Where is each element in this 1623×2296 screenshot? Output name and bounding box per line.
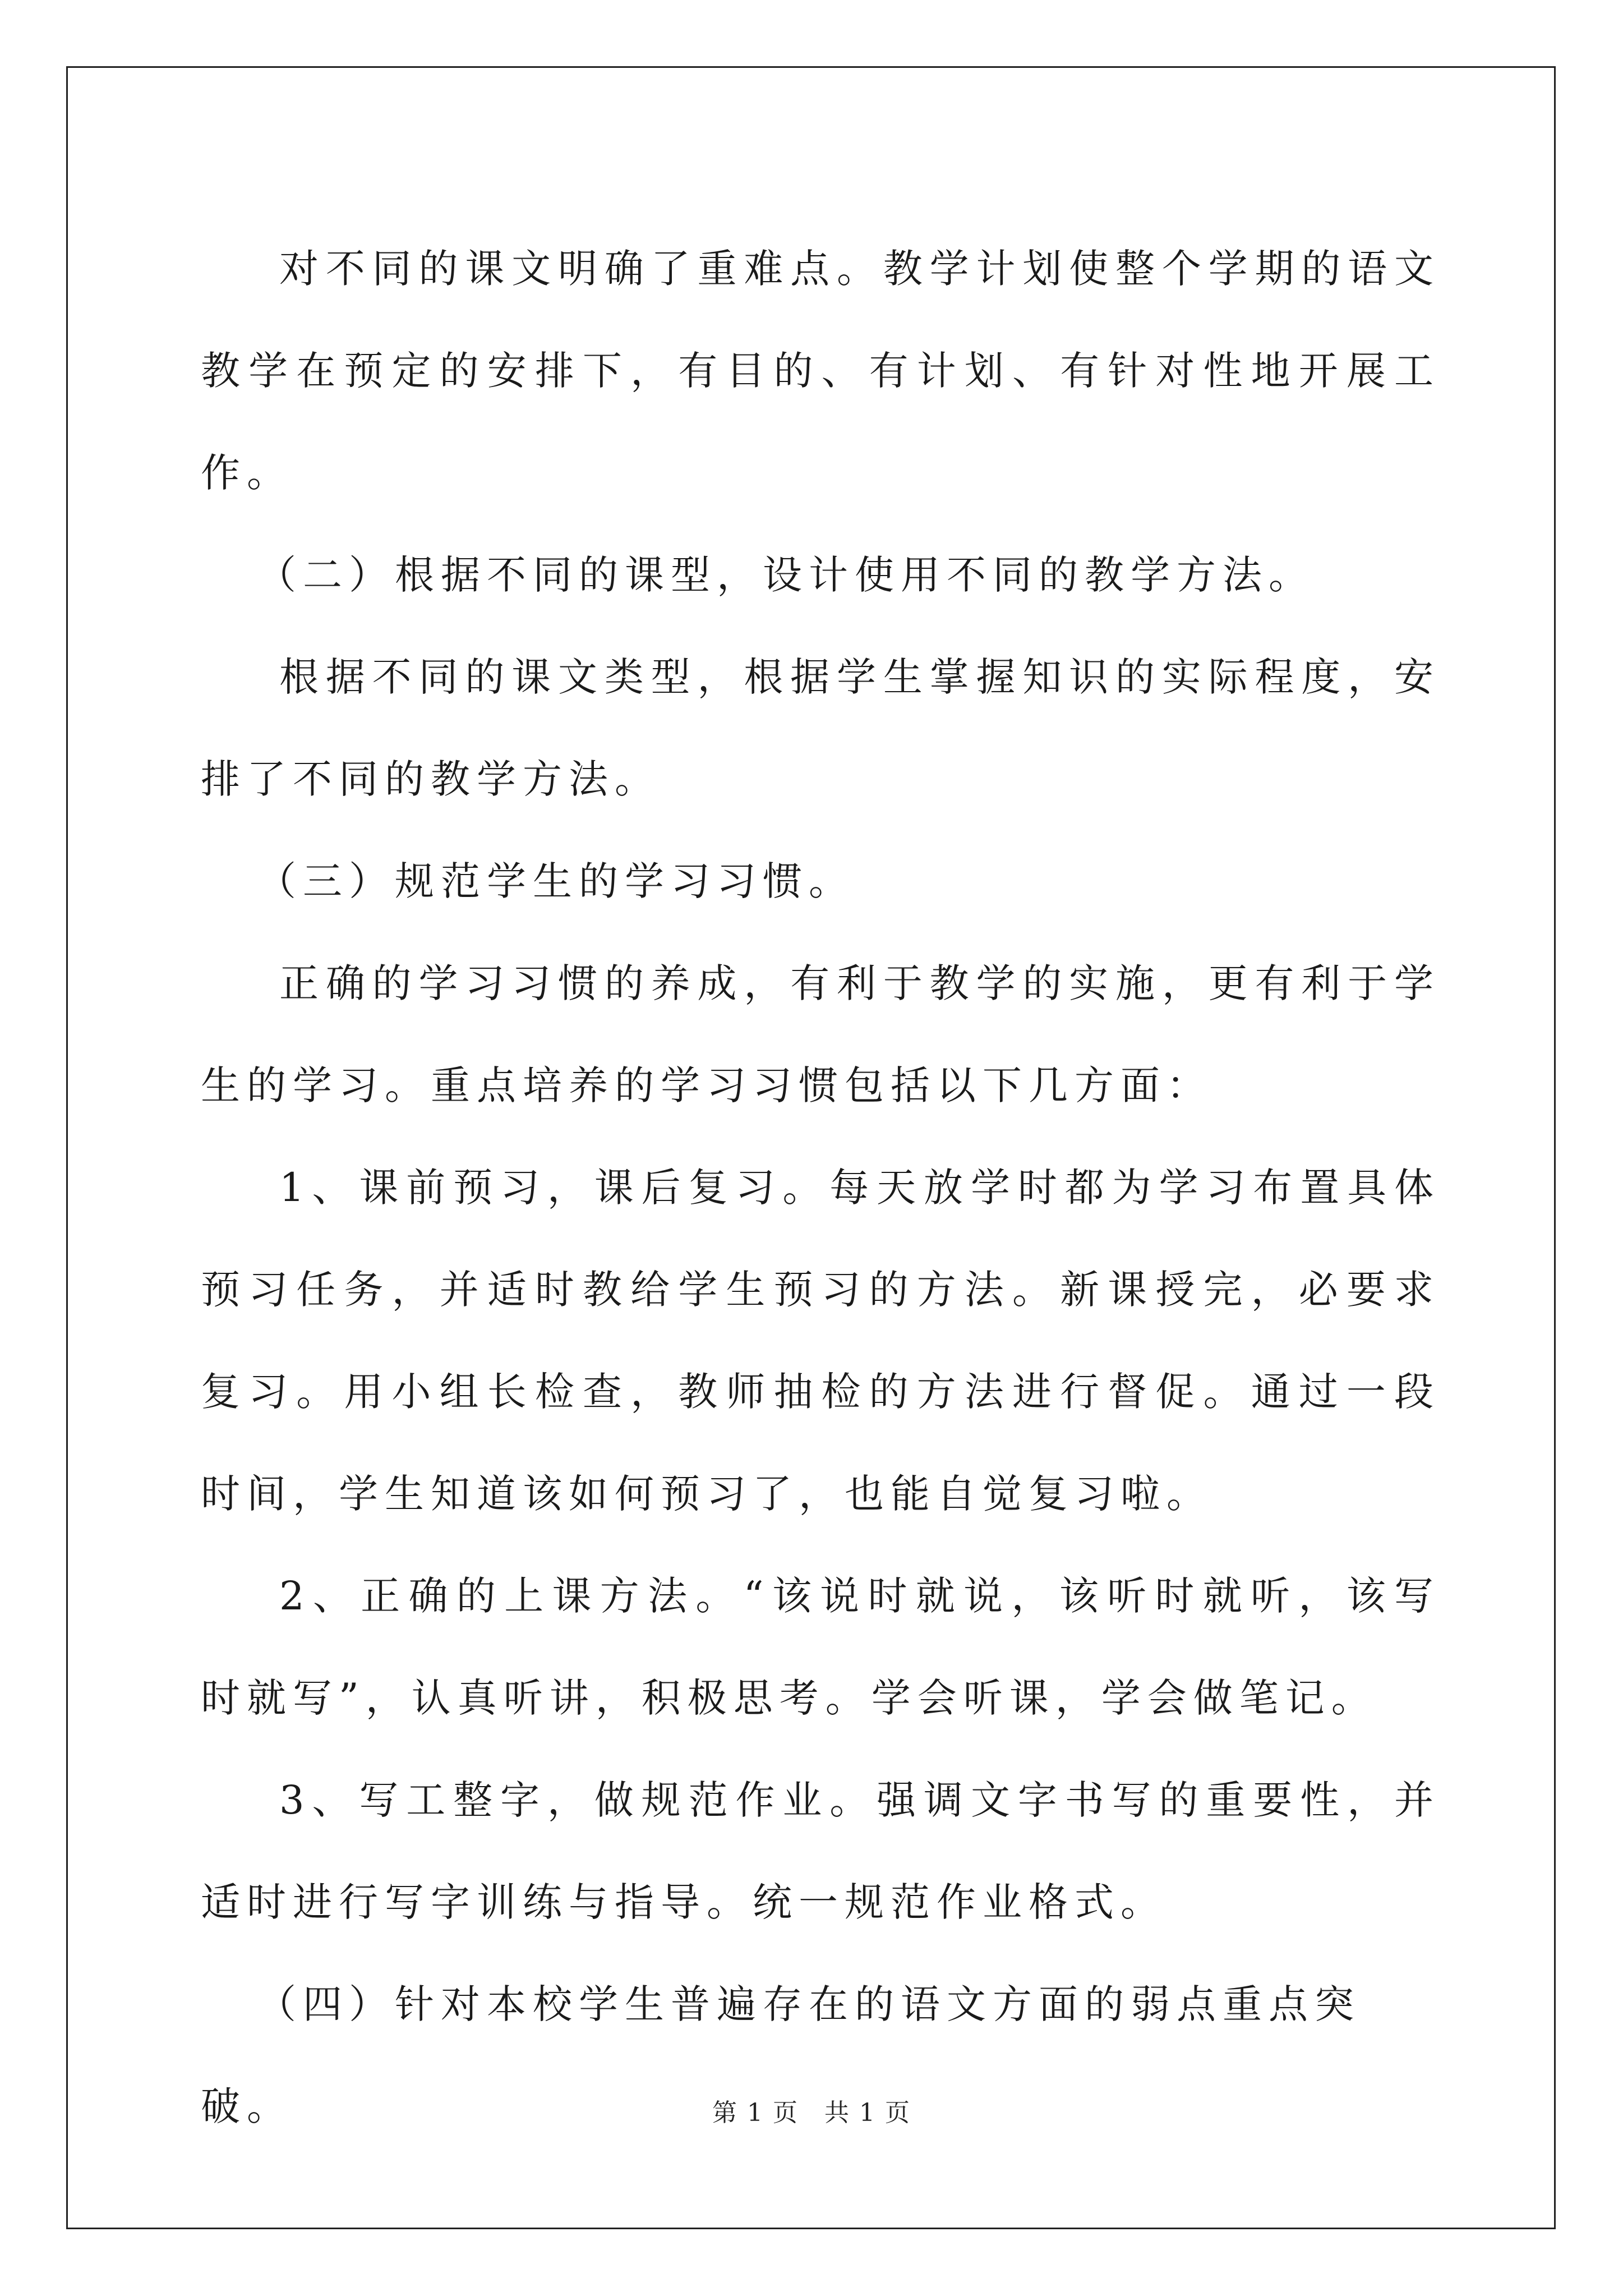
section-heading-3: （三）规范学生的学习习惯。 [257, 858, 855, 904]
section-heading-2: （二）根据不同的课型，设计使用不同的教学方法。 [257, 552, 1315, 598]
list-item-3: 3、写工整字，做规范作业。强调文字书写的重要性，并适时进行写字训练与指导。统一规范作业格式。 [201, 1777, 1440, 1925]
document-body [201, 218, 1440, 2157]
paragraph-2: 根据不同的课文类型，根据学生掌握知识的实际程度，安排了不同的教学方法。 [201, 654, 1440, 802]
page-number: 第 1 页 共 1 页 [712, 2099, 911, 2127]
list-item-1: 1、课前预习，课后复习。每天放学时都为学习布置具体预习任务，并适时教给学生预习的方法。新课授完，必要求复习。用小组长检查，教师抽检的方法进行督促。通过一段时间，学生知道该如何预习了，也能自觉复习啦。 [201, 1165, 1440, 1517]
section-heading-4: （四）针对本校学生普遍存在的语文方面的弱点重点突破。 [201, 1981, 1361, 2129]
list-item-2: 2、正确的上课方法。“该说时就说，该听时就听，该写时就写”，认真听讲，积极思考。学会听课，学会做笔记。 [201, 1573, 1440, 1721]
paragraph-3: 正确的学习习惯的养成，有利于教学的实施，更有利于学生的学习。重点培养的学习习惯包括以下几方面： [201, 960, 1440, 1108]
paragraph-1: 对不同的课文明确了重难点。教学计划使整个学期的语文教学在预定的安排下，有目的、有计划、有针对性地开展工作。 [201, 246, 1440, 496]
